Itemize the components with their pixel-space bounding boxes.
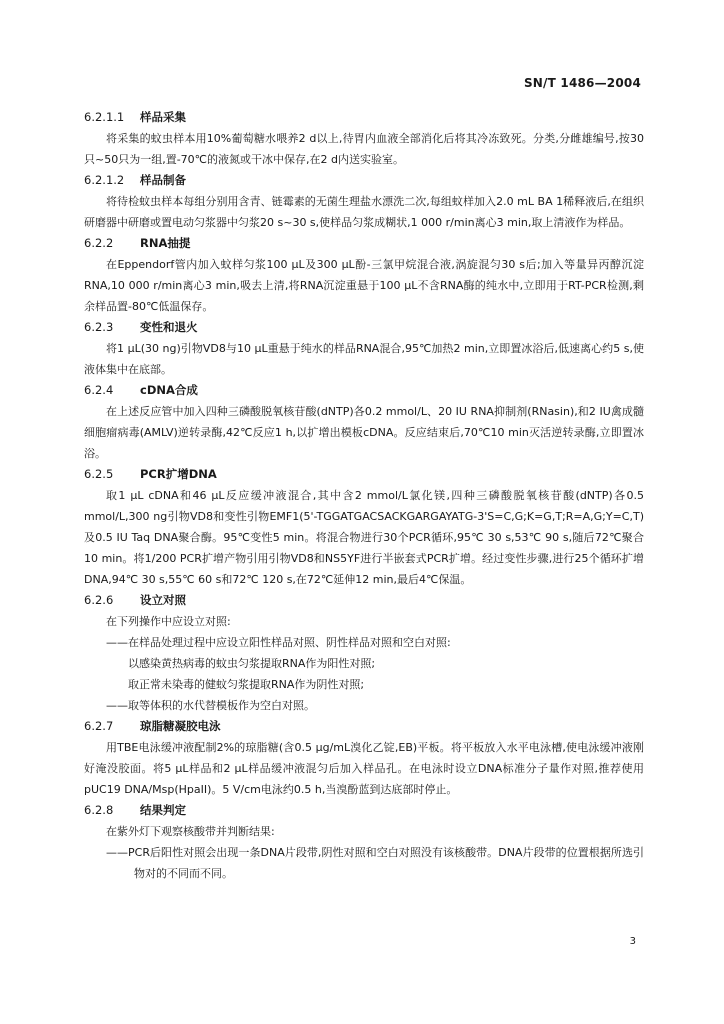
controls-item-blank: ——取等体积的水代替模板作为空白对照。 — [106, 699, 315, 712]
page-number: 3 — [629, 936, 636, 947]
section-title: cDNA合成 — [140, 383, 198, 397]
section-heading-625 — [84, 464, 644, 485]
section-body-624: 在上述反应管中加入四种三磷酸脱氧核苷酸(dNTP)各0.2 mmol/L、20 IU RNA抑制剂(RNasin),和2 IU禽成髓细胞瘤病毒(AMLV)逆转录酶,42℃反应1 h,以扩增出模板cDNA。反应结束后,70℃10 min灭活逆转录酶,立即置冰浴。 — [84, 405, 644, 460]
controls-intro: 在下列操作中应设立对照: — [106, 615, 231, 628]
standard-number: SN/T 1486—2004 — [523, 76, 641, 90]
section-number: 6.2.6 — [84, 593, 114, 607]
section-title: 变性和退火 — [140, 320, 198, 334]
section-heading-6212 — [84, 170, 644, 191]
section-number: 6.2.8 — [84, 803, 114, 817]
section-heading-623 — [84, 317, 644, 338]
section-heading-622 — [84, 233, 644, 254]
section-number: 6.2.7 — [84, 719, 114, 733]
section-heading-628 — [84, 800, 644, 821]
section-heading-626 — [84, 590, 644, 611]
section-title: 设立对照 — [140, 593, 186, 607]
section-number: 6.2.2 — [84, 236, 114, 250]
controls-positive: 以感染黄热病毒的蚊虫匀浆提取RNA作为阳性对照; — [128, 657, 376, 670]
section-body-623: 将1 μL(30 ng)引物VD8与10 μL重悬于纯水的样品RNA混合,95℃加热2 min,立即置冰浴后,低速离心约5 s,使液体集中在底部。 — [84, 342, 644, 376]
result-item: ——PCR后阳性对照会出现一条DNA片段带,阴性对照和空白对照没有该核酸带。DNA片段带的位置根据所选引物对的不同而不同。 — [106, 846, 644, 880]
section-heading-6211 — [84, 107, 644, 128]
section-heading-624 — [84, 380, 644, 401]
section-title: RNA抽提 — [140, 236, 191, 250]
section-number: 6.2.3 — [84, 320, 114, 334]
section-body-625: 取1 μL cDNA和46 μL反应缓冲液混合,其中含2 mmol/L氯化镁,四种三磷酸脱氧核苷酸(dNTP)各0.5 mmol/L,300 ng引物VD8和变性引物EMF1(5'-TGGATGACSACKGARGAYATG-3'S=C,G;K=G,T;R=A,G;Y=C,T)及0.5 IU Taq DNA聚合酶。95℃变性5 min。将混合物进行30个PCR循环,95℃ 30 s,53℃ 90 s,随后72℃聚合10 min。将1/200 PCR扩增产物引用引物VD8和NS5YF进行半嵌套式PCR扩增。经过变性步骤,进行25个循环扩增DNA,94℃ 30 s,55℃ 60 s和72℃ 120 s,在72℃延伸12 min,最后4℃保温。 — [84, 489, 644, 586]
result-intro: 在紫外灯下观察核酸带并判断结果: — [106, 825, 275, 838]
section-title: PCR扩增DNA — [140, 467, 217, 481]
section-title: 样品采集 — [140, 110, 186, 124]
controls-negative: 取正常未染毒的健蚊匀浆提取RNA作为阴性对照; — [128, 678, 365, 691]
section-title: 样品制备 — [140, 173, 186, 187]
section-number: 6.2.4 — [84, 383, 114, 397]
document-body — [84, 107, 644, 884]
section-number: 6.2.1.2 — [84, 173, 125, 187]
section-title: 结果判定 — [140, 803, 186, 817]
section-number: 6.2.5 — [84, 467, 114, 481]
section-body-6211: 将采集的蚊虫样本用10%葡萄糖水喂养2 d以上,待胃内血液全部消化后将其冷冻致死。分类,分雌雄编号,按30只~50只为一组,置-70℃的液氮或干冰中保存,在2 d内送实验室。 — [84, 132, 644, 166]
controls-item-sample: ——在样品处理过程中应设立阳性样品对照、阴性样品对照和空白对照: — [106, 636, 451, 649]
section-title: 琼脂糖凝胶电泳 — [140, 719, 221, 733]
section-body-622: 在Eppendorf管内加入蚊样匀浆100 μL及300 μL酚-三氯甲烷混合液,涡旋混匀30 s后;加入等量异丙醇沉淀RNA,10 000 r/min离心3 min,吸去上清,将RNA沉淀重悬于100 μL不含RNA酶的纯水中,立即用于RT-PCR检测,剩余样品置-80℃低温保存。 — [84, 258, 644, 313]
section-body-6212: 将待检蚊虫样本每组分别用含青、链霉素的无菌生理盐水漂洗二次,每组蚊样加入2.0 mL BA 1稀释液后,在组织研磨器中研磨或置电动匀浆器中匀浆20 s~30 s,使样品匀浆成糊状,1 000 r/min离心3 min,取上清液作为样品。 — [84, 195, 644, 229]
section-heading-627 — [84, 716, 644, 737]
section-number: 6.2.1.1 — [84, 110, 125, 124]
section-body-627: 用TBE电泳缓冲液配制2%的琼脂糖(含0.5 μg/mL溴化乙锭,EB)平板。将平板放入水平电泳槽,使电泳缓冲液刚好淹没胶面。将5 μL样品和2 μL样品缓冲液混匀后加入样品孔。在电泳时设立DNA标准分子量作对照,推荐使用pUC19 DNA/Msp(HpaII)。5 V/cm电泳约0.5 h,当溴酚蓝到达底部时停止。 — [84, 741, 644, 796]
